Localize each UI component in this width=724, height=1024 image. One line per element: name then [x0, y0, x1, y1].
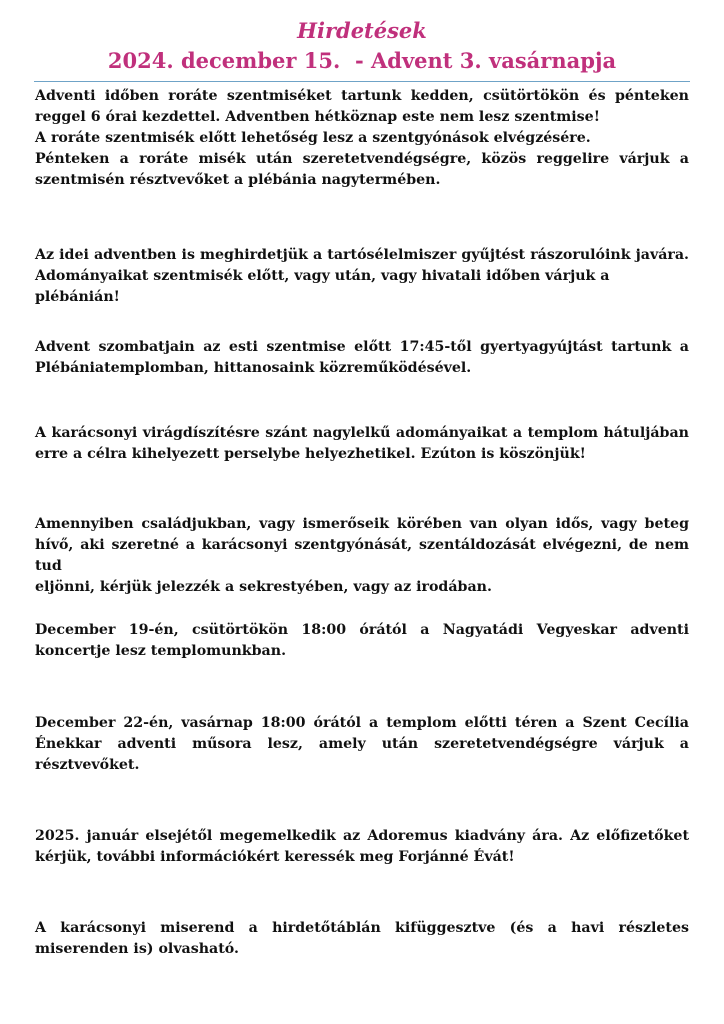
announcement-line: December 22-én, vasárnap 18:00 órától a templom előtti téren a Szent Cecília: [35, 715, 689, 731]
announcement-food-drive: [35, 245, 689, 308]
announcement-rorate: [35, 86, 689, 191]
announcement-line: reggel 6 órai kezdettel. Adventben hétköznap este nem lesz szentmise!: [35, 109, 600, 125]
announcement-line: Amennyiben családjukban, vagy ismerőseik körében van olyan idős, vagy beteg: [35, 516, 689, 532]
announcement-flower-donation: [35, 423, 689, 465]
announcement-line: A karácsonyi virágdíszítésre szánt nagylelkű adományaikat a templom hátuljában: [35, 425, 689, 441]
announcement-sick-visit: [35, 514, 689, 598]
announcement-line: szentmisén résztvevőket a plébánia nagytermében.: [35, 172, 441, 188]
announcement-line: Az idei adventben is meghirdetjük a tartósélelmiszer gyűjtést rászorulóink javára.: [35, 247, 689, 263]
page-subtitle: 2024. december 15. - Advent 3. vasárnapja: [107, 48, 617, 73]
page-title: Hirdetések: [297, 18, 427, 43]
announcement-candle-lighting: [35, 337, 689, 379]
announcement-line: koncertje lesz templomunkban.: [35, 643, 287, 659]
announcement-line: 2025. január elsejétől megemelkedik az Adoremus kiadvány ára. Az előfizetőket: [35, 828, 689, 844]
header-divider: [34, 81, 690, 82]
announcement-line: A roráte szentmisék előtt lehetőség lesz a szentgyónások elvégzésére.: [35, 130, 591, 146]
announcement-line: eljönni, kérjük jelezzék a sekrestyében, vagy az irodában.: [35, 579, 492, 595]
announcement-choir-concert: [35, 620, 689, 662]
announcement-line: résztvevőket.: [35, 757, 140, 773]
announcement-line: Énekkar adventi műsora lesz, amely után szeretetvendégségre várjuk a: [35, 736, 689, 752]
announcement-christmas-schedule: [35, 918, 689, 960]
announcement-line: erre a célra kihelyezett perselybe helyezhetikel. Ezúton is köszönjük!: [35, 446, 586, 462]
announcement-line: kérjük, további információkért keressék meg Forjánné Évát!: [35, 849, 515, 865]
announcement-line: miserenden is) olvasható.: [35, 941, 239, 957]
announcement-adoremus-price: [35, 826, 689, 868]
announcement-line: Pénteken a roráte misék után szeretetvendégségre, közös reggelire várjuk a: [35, 151, 689, 167]
announcement-line: hívő, aki szeretné a karácsonyi szentgyónását, szentáldozását elvégezni, de nem tud: [35, 537, 689, 574]
announcement-line: Adventi időben roráte szentmiséket tartunk kedden, csütörtökön és pénteken: [35, 88, 689, 104]
announcement-line: Adományaikat szentmisék előtt, vagy után, vagy hivatali időben várjuk a plébánián!: [35, 268, 610, 305]
announcement-cecilia-choir: [35, 713, 689, 776]
announcement-line: Advent szombatjain az esti szentmise előtt 17:45-től gyertyagyújtást tartunk a: [35, 339, 689, 355]
announcement-line: December 19-én, csütörtökön 18:00 órától a Nagyatádi Vegyeskar adventi: [35, 622, 689, 638]
announcement-line: A karácsonyi miserend a hirdetőtáblán kifüggesztve (és a havi részletes: [35, 920, 689, 936]
announcement-line: Plébániatemplomban, hittanosaink közreműködésével.: [35, 360, 472, 376]
